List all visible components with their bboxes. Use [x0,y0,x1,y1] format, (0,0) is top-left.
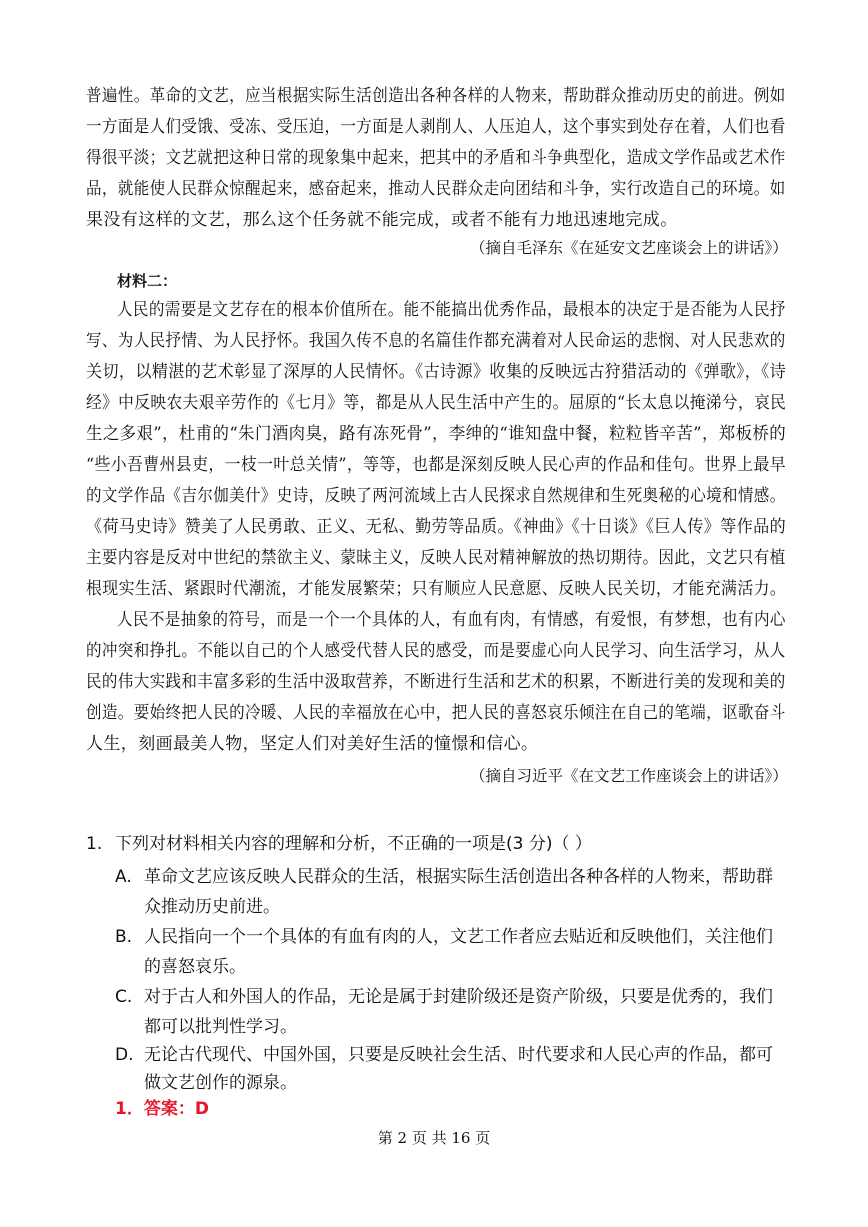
passage1-line: 一方面是人们受饿、受冻、受压迫，一方面是人剥削人、人压迫人，这个事实到处存在着，人们也看 [86,117,786,137]
material2-line: 关切，以精湛的艺术彰显了深厚的人民情怀。《古诗源》收集的反映远古狩猎活动的《弹歌》，《诗 [86,362,787,382]
option-b-label: B. [115,927,133,947]
material2-citation: （摘自习近平《在文艺工作座谈会上的讲话》） [470,767,788,785]
question-stem: 下列对材料相关内容的理解和分析，不正确的一项是(3 分)（ ） [115,834,592,854]
material2-line: 经》中反映农夫艰辛劳作的《七月》等，都是从人民生活中产生的。屈原的“长太息以掩涕兮，哀民 [86,393,787,413]
material2-line: 人民的需要是文艺存在的根本价值所在。能不能搞出优秀作品，最根本的决定于是否能为人民抒 [117,300,786,320]
material2-line: 《荷马史诗》赞美了人民勇敢、正义、无私、勤劳等品质。《神曲》《十日谈》《巨人传》等作品的 [86,517,787,537]
material2-line: 生之多艰”，杜甫的“朱门酒肉臭，路有冻死骨”，李绅的“谁知盘中餐，粒粒皆辛苦”，郑板桥的 [86,424,787,444]
option-b-text: 人民指向一个一个具体的有血有肉的人，文艺工作者应去贴近和反映他们，关注他们 [144,927,773,947]
option-a-label: A. [115,867,132,887]
option-c-label: C. [115,987,133,1007]
passage1-line: 品，就能使人民群众惊醒起来，感奋起来，推动人民群众走向团结和斗争，实行改造自己的环境。如 [86,179,786,199]
page-footer: 第 2 页 共 16 页 [377,1129,491,1147]
passage1-citation: （摘自毛泽东《在延安文艺座谈会上的讲话》） [470,239,788,257]
material2-line: 创造。要始终把人民的冷暖、人民的幸福放在心中，把人民的喜怒哀乐倾注在自己的笔端，讴歌奋斗 [86,703,786,723]
passage1-line: 得很平淡；文艺就把这种日常的现象集中起来，把其中的矛盾和斗争典型化，造成文学作品或艺术作 [86,148,786,168]
material2-line: “些小吾曹州县吏，一枝一叶总关情”，等等，也都是深刻反映人民心声的作品和佳句。世界上最早 [86,455,787,475]
option-d-label: D. [115,1045,134,1065]
material2-line: 的冲突和挣扎。不能以自己的个人感受代替人民的感受，而是要虚心向人民学习、向生活学习，从人 [86,641,786,661]
passage1-line: 果没有这样的文艺，那么这个任务就不能完成，或者不能有力地迅速地完成。 [86,210,678,230]
answer-line: 1．答案：D [115,1099,209,1119]
option-d-text: 无论古代现代、中国外国，只要是反映社会生活、时代要求和人民心声的作品，都可 [144,1045,773,1065]
material2-line: 写、为人民抒情、为人民抒怀。我国久传不息的名篇佳作都充满着对人民命运的悲悯、对人民悲欢的 [86,331,786,351]
option-a-text-cont: 众推动历史前进。 [144,897,280,917]
option-a-text: 革命文艺应该反映人民群众的生活，根据实际生活创造出各种各样的人物来，帮助群 [144,867,773,887]
passage1-line: 普遍性。革命的文艺，应当根据实际生活创造出各种各样的人物来，帮助群众推动历史的前进。例如 [86,86,786,106]
option-b-text-cont: 的喜怒哀乐。 [144,957,246,977]
material2-line: 根现实生活、紧跟时代潮流，才能发展繁荣；只有顺应人民意愿、反映人民关切，才能充满活力。 [86,579,787,599]
material2-line: 的文学作品《吉尔伽美什》史诗，反映了两河流域上古人民探求自然规律和生死奥秘的心境和情感。 [86,486,786,506]
material2-line: 主要内容是反对中世纪的禁欲主义、蒙昧主义，反映人民对精神解放的热切期待。因此，文艺只有植 [86,548,786,568]
question-number: 1. [86,834,103,854]
option-d-text-cont: 做文艺创作的源泉。 [144,1073,297,1093]
option-c-text: 对于古人和外国人的作品，无论是属于封建阶级还是资产阶级，只要是优秀的，我们 [144,987,773,1007]
option-c-text-cont: 都可以批判性学习。 [144,1017,297,1037]
material2-line: 民的伟大实践和丰富多彩的生活中汲取营养，不断进行生活和艺术的积累，不断进行美的发现和美的 [86,672,786,692]
material2-line: 人民不是抽象的符号，而是一个一个具体的人，有血有肉，有情感，有爱恨，有梦想，也有内心 [117,610,786,630]
material2-heading: 材料二： [117,272,178,290]
material2-line: 人生，刻画最美人物，坚定人们对美好生活的憧憬和信心。 [86,734,539,754]
